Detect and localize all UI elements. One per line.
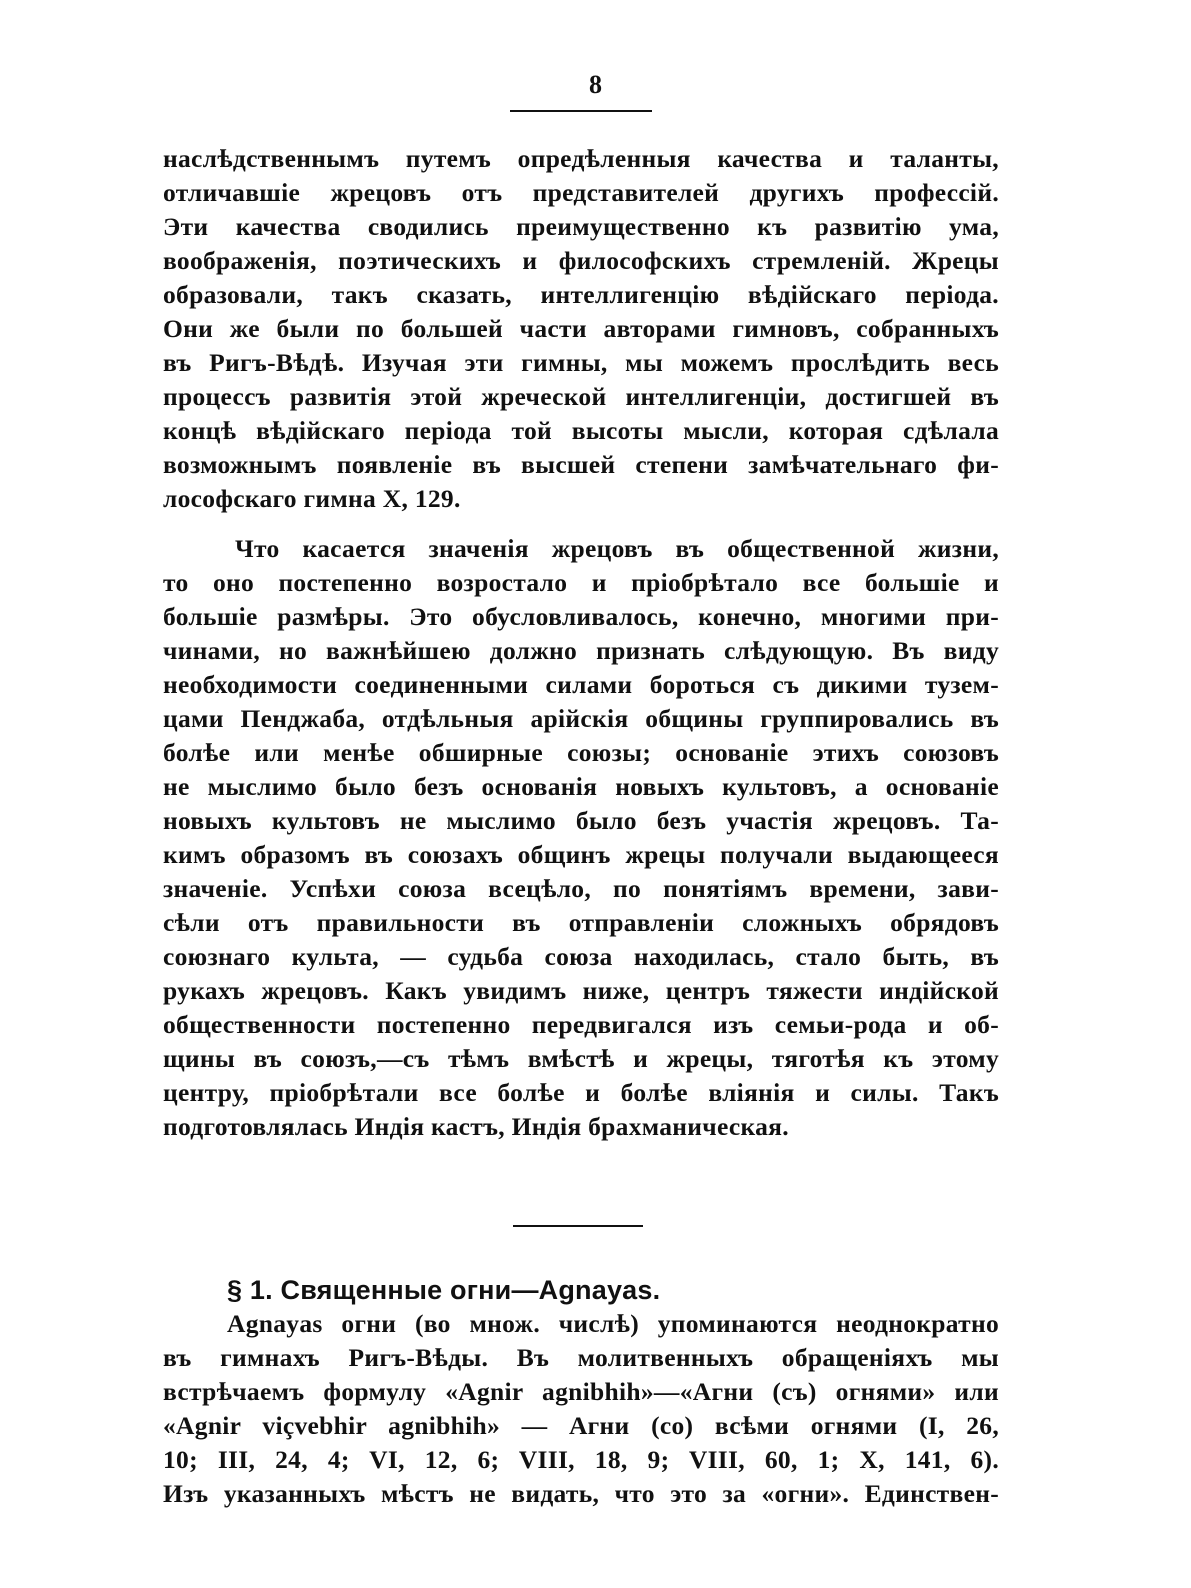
text-line: Что касается значенія жрецовъ въ общественной жизни,: [235, 534, 999, 563]
text-line: процессъ развитія этой жреческой интеллигенціи, достигшей въ: [163, 382, 999, 411]
text-line: въ гимнахъ Ригъ-Вѣды. Въ молитвенныхъ обращеніяхъ мы: [163, 1343, 999, 1372]
section-heading: § 1. Священные огни—Agnayas.: [227, 1275, 661, 1305]
text-line: кимъ образомъ въ союзахъ общинъ жрецы получали выдающееся: [163, 840, 999, 869]
text-line: встрѣчаемъ формулу «Agnir agnibhih»—«Агни (съ) огнями» или: [163, 1377, 999, 1406]
text-line: не мыслимо было безъ основанія новыхъ культовъ, а основаніе: [163, 772, 999, 801]
section-divider: [513, 1225, 643, 1227]
paragraph-3: [163, 1307, 999, 1511]
text-line: возможнымъ появленіе въ высшей степени замѣчательнаго фи-: [163, 450, 999, 479]
paragraph-2: [163, 532, 999, 1144]
text-line: Agnayas огни (во множ. числѣ) упоминаются неоднократно: [227, 1309, 999, 1338]
text-line: то оно постепенно возростало и пріобрѣтало все большіе и: [163, 568, 999, 597]
text-line: значеніе. Успѣхи союза всецѣло, по понятіямъ времени, зави-: [163, 874, 999, 903]
text-line: наслѣдственнымъ путемъ опредѣленныя качества и таланты,: [163, 144, 999, 173]
text-line: чинами, но важнѣйшею должно признать слѣдующую. Въ виду: [163, 636, 999, 665]
header-rule: [510, 110, 652, 112]
text-line: Эти качества сводились преимущественно къ развитію ума,: [163, 212, 999, 241]
text-line: въ Ригъ-Вѣдѣ. Изучая эти гимны, мы можемъ прослѣдить весь: [163, 348, 999, 377]
text-line: цами Пенджаба, отдѣльныя арійскія общины группировались въ: [163, 704, 999, 733]
text-line: рукахъ жрецовъ. Какъ увидимъ ниже, центръ тяжести индійской: [163, 976, 999, 1005]
text-line: отличавшіе жрецовъ отъ представителей другихъ профессій.: [163, 178, 999, 207]
text-line: 10; III, 24, 4; VI, 12, 6; VIII, 18, 9; VIII, 60, 1; X, 141, 6).: [163, 1445, 999, 1474]
text-line: необходимости соединенными силами бороться съ дикими тузем-: [163, 670, 999, 699]
paragraph-1: [163, 142, 999, 516]
text-line: образовали, такъ сказать, интеллигенцію вѣдійскаго періода.: [163, 280, 999, 309]
text-line: щины въ союзъ,—съ тѣмъ вмѣстѣ и жрецы, тяготѣя къ этому: [163, 1044, 999, 1073]
text-line: концѣ вѣдійскаго періода той высоты мысли, которая сдѣлала: [163, 416, 999, 445]
text-line: союзнаго культа, — судьба союза находилась, стало быть, въ: [163, 942, 999, 971]
text-line: воображенія, поэтическихъ и философскихъ стремленій. Жрецы: [163, 246, 999, 275]
text-line: сѣли отъ правильности въ отправленіи сложныхъ обрядовъ: [163, 908, 999, 937]
text-line: новыхъ культовъ не мыслимо было безъ участія жрецовъ. Та-: [163, 806, 999, 835]
text-line: Они же были по большей части авторами гимновъ, собранныхъ: [163, 314, 999, 343]
text-line: большіе размѣры. Это обусловливалось, конечно, многими при-: [163, 602, 999, 631]
text-line: подготовлялась Индія кастъ, Индія брахманическая.: [163, 1112, 789, 1141]
text-line: общественности постепенно передвигался изъ семьи-рода и об-: [163, 1010, 999, 1039]
text-line: Изъ указанныхъ мѣстъ не видать, что это за «огни». Единствен-: [163, 1479, 999, 1508]
text-line: лософскаго гимна X, 129.: [163, 484, 461, 513]
text-line: центру, пріобрѣтали все болѣе и болѣе вліянія и силы. Такъ: [163, 1078, 999, 1107]
text-line: «Agnir viçvebhir agnibhih» — Агни (со) всѣми огнями (I, 26,: [163, 1411, 999, 1440]
text-line: болѣе или менѣе обширные союзы; основаніе этихъ союзовъ: [163, 738, 999, 767]
page-number: 8: [589, 70, 602, 99]
